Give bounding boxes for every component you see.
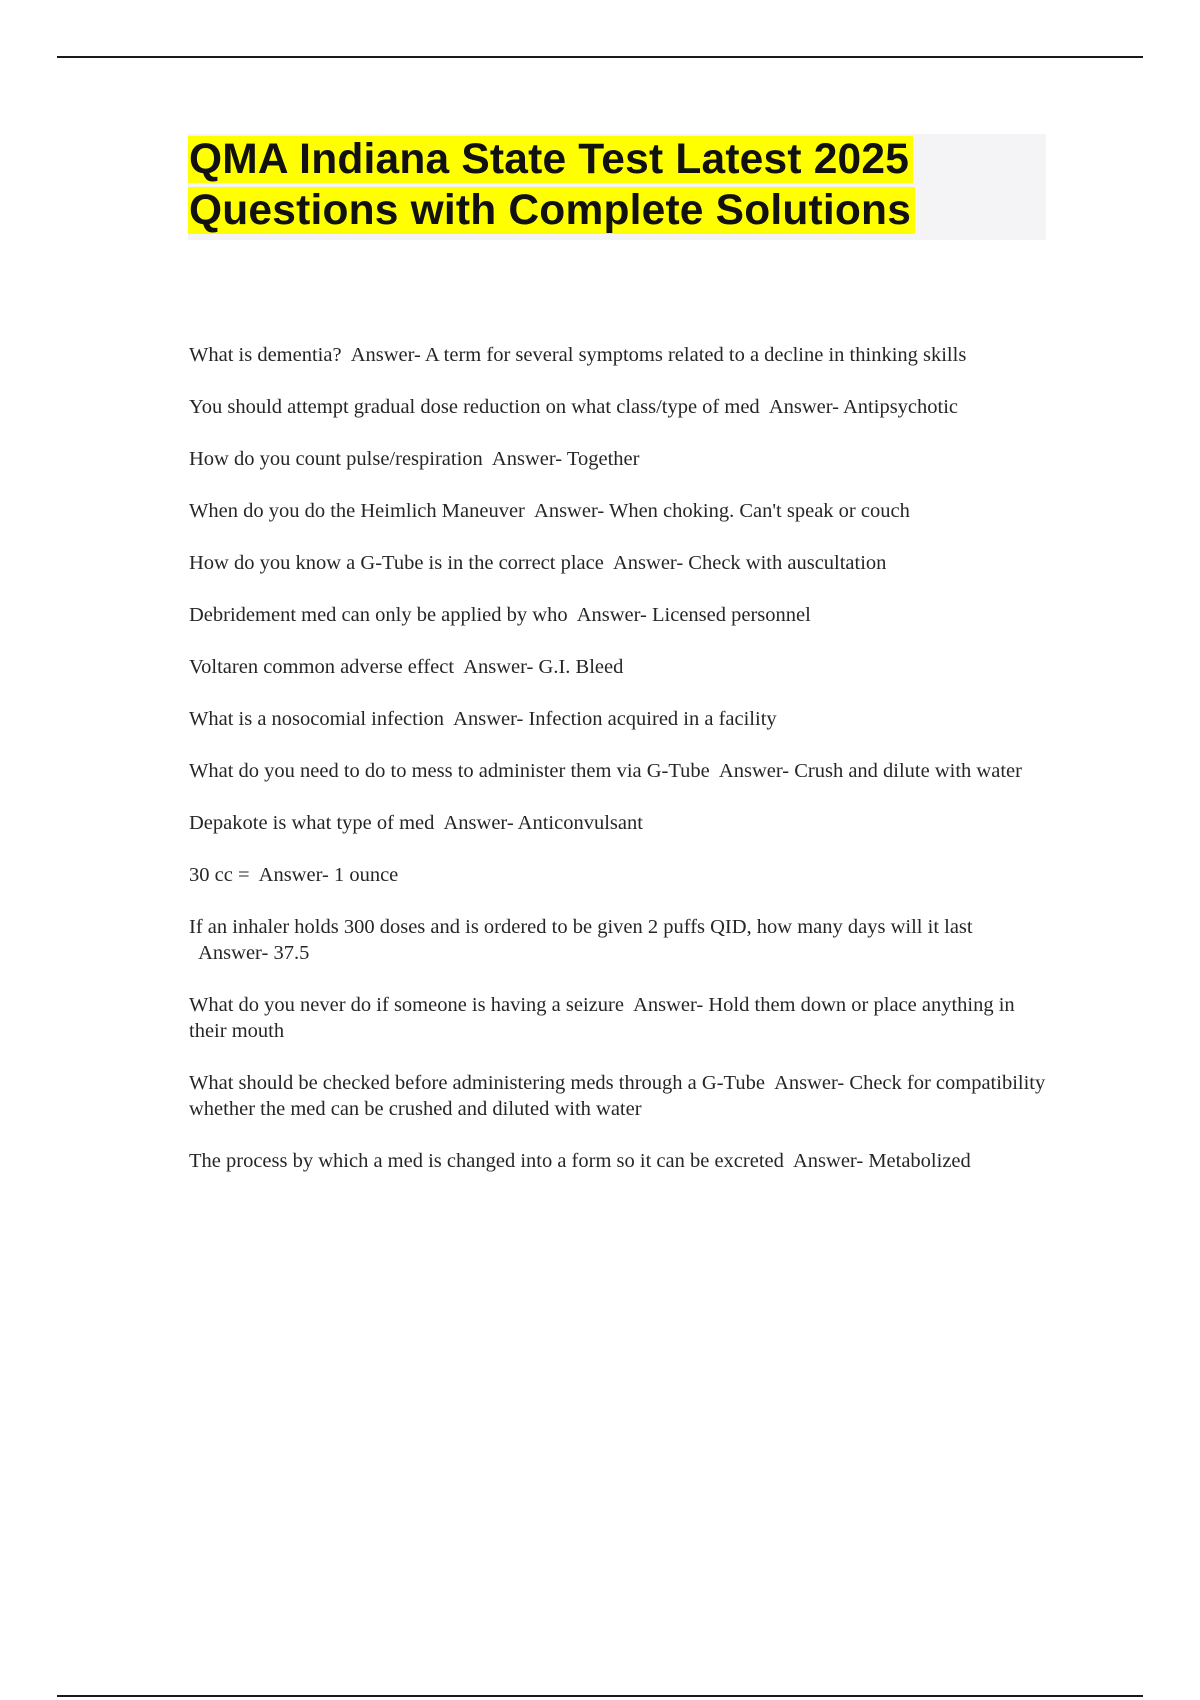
qa-item: [189, 992, 1049, 1044]
answer-prefix: Answer-: [350, 344, 421, 366]
title-block: [188, 134, 1046, 240]
answer-text: G.I. Bleed: [538, 656, 624, 678]
question-text: What do you need to do to mess to administer them via G-Tube: [189, 760, 710, 782]
qa-item: [189, 810, 1049, 836]
question-text: Depakote is what type of med: [189, 812, 435, 834]
question-text: What is a nosocomial infection: [189, 708, 445, 730]
question-text: What do you never do if someone is having a seizure: [189, 994, 624, 1016]
answer-prefix: Answer-: [768, 396, 839, 418]
qa-item: [189, 1070, 1049, 1122]
qa-item: [189, 342, 1049, 368]
answer-text: 37.5: [273, 942, 310, 964]
answer-prefix: Answer-: [443, 812, 514, 834]
question-text: When do you do the Heimlich Maneuver: [189, 500, 525, 522]
answer-prefix: Answer-: [491, 448, 563, 470]
answer-prefix: Answer-: [718, 760, 790, 782]
answer-text: Antipsychotic: [843, 396, 959, 418]
question-text: If an inhaler holds 300 doses and is ordered to be given 2 puffs QID, how many days will it last: [189, 916, 973, 938]
answer-text: Check with auscultation: [688, 552, 887, 574]
question-text: 30 cc =: [189, 864, 250, 886]
answer-text: Licensed personnel: [652, 604, 811, 626]
answer-prefix: Answer-: [453, 708, 524, 730]
answer-prefix: Answer-: [198, 942, 269, 964]
answer-prefix: Answer-: [576, 604, 647, 626]
question-text: Voltaren common adverse effect: [189, 656, 455, 678]
qa-list: [189, 342, 1049, 1174]
question-text: Debridement med can only be applied by who: [189, 604, 568, 626]
title-line-2: Questions with Complete Solutions: [188, 187, 915, 234]
answer-text: Crush and dilute with water: [794, 760, 1022, 782]
answer-text: Metabolized: [868, 1150, 971, 1172]
question-text: How do you know a G-Tube is in the correct place: [189, 552, 604, 574]
question-text: You should attempt gradual dose reduction on what class/type of med: [189, 396, 760, 418]
question-text: What is dementia?: [189, 344, 342, 366]
answer-prefix: Answer-: [258, 864, 329, 886]
answer-text: Infection acquired in a facility: [528, 708, 777, 730]
top-rule: [57, 56, 1143, 58]
answer-prefix: Answer-: [612, 552, 684, 574]
question-text: The process by which a med is changed into a form so it can be excreted: [189, 1150, 784, 1172]
answer-text: Together: [566, 448, 640, 470]
answer-text: When choking. Can't speak or couch: [608, 500, 910, 522]
page-title: [188, 134, 1046, 236]
qa-item: [189, 1148, 1049, 1174]
question-text: How do you count pulse/respiration: [189, 448, 483, 470]
qa-item: [189, 550, 1049, 576]
answer-prefix: Answer-: [534, 500, 605, 522]
qa-item: [189, 758, 1049, 784]
title-line-1: QMA Indiana State Test Latest 2025: [188, 136, 913, 183]
answer-text: Hold them down or place anything in their mouth: [189, 994, 1015, 1042]
qa-item: [189, 914, 1049, 966]
answer-prefix: Answer-: [463, 656, 534, 678]
qa-item: [189, 446, 1049, 472]
qa-item: [189, 706, 1049, 732]
qa-item: [189, 862, 1049, 888]
question-text: What should be checked before administering meds through a G-Tube: [189, 1072, 765, 1094]
bottom-rule: [57, 1695, 1143, 1697]
answer-text: Anticonvulsant: [517, 812, 643, 834]
answer-text: 1 ounce: [333, 864, 399, 886]
qa-item: [189, 602, 1049, 628]
qa-item: [189, 654, 1049, 680]
answer-prefix: Answer-: [774, 1072, 845, 1094]
answer-text: Check for compatibility whether the med can be crushed and diluted with water: [189, 1072, 1046, 1120]
qa-item: [189, 394, 1049, 420]
qa-item: [189, 498, 1049, 524]
answer-text: A term for several symptoms related to a decline in thinking skills: [424, 344, 967, 366]
answer-prefix: Answer-: [633, 994, 704, 1016]
answer-prefix: Answer-: [793, 1150, 864, 1172]
